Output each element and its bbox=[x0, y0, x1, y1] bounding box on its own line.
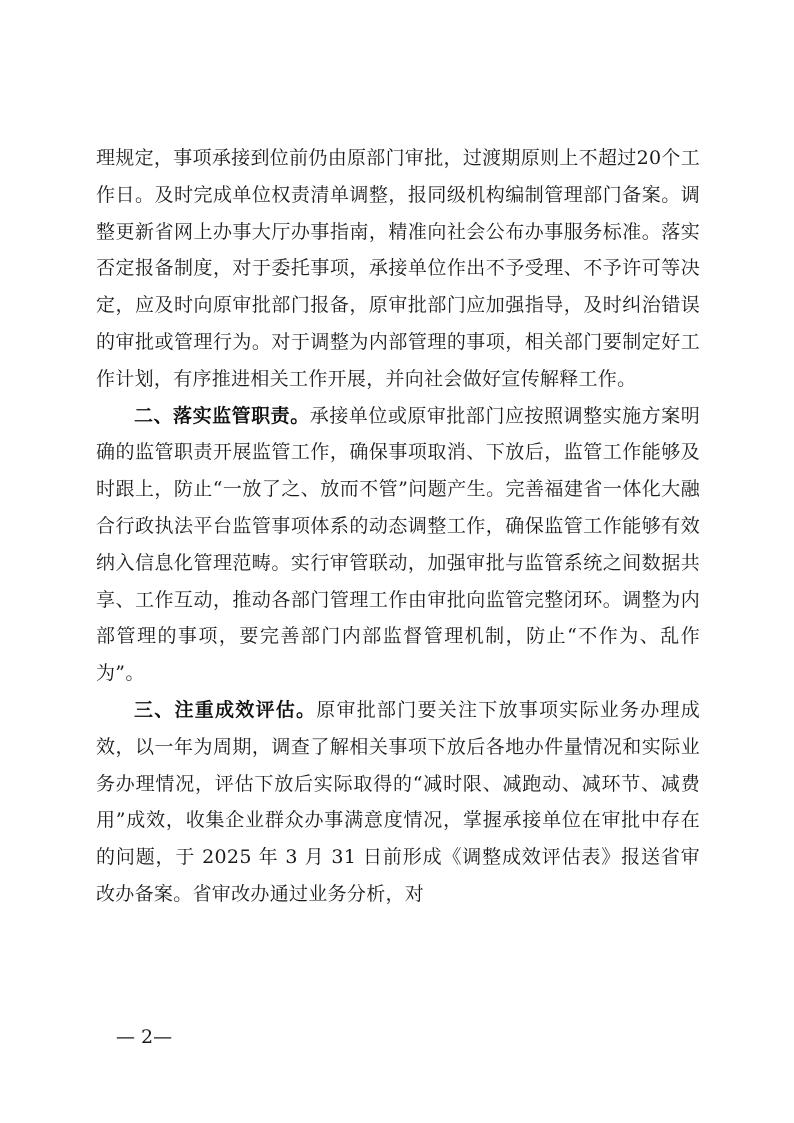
paragraph-continued: 理规定，事项承接到位前仍由原部门审批，过渡期原则上不超过20个工作日。及时完成单位权责清单调整，报同级机构编制管理部门备案。调整更新省网上办事大厅办事指南，精准向社会公布办事服务标准。落实否定报备制度，对于委托事项，承接单位作出不予受理、不予许可等决定，应及时向原审批部门报备，原审批部门应加强指导，及时纠治错误的审批或管理行为。对于调整为内部管理的事项，相关部门要制定好工作计划，有序推进相关工作开展，并向社会做好宣传解释工作。 bbox=[96, 147, 700, 390]
paragraph-section-3 bbox=[96, 692, 700, 913]
document-body bbox=[96, 140, 700, 913]
paragraph-section-2 bbox=[96, 398, 700, 692]
section-3-heading: 三、注重成效评估。 bbox=[134, 698, 317, 721]
page-number: — 2— bbox=[116, 1026, 173, 1048]
section-2-heading: 二、落实监管职责。 bbox=[134, 404, 310, 427]
section-3-text: 原审批部门要关注下放事项实际业务办理成效，以一年为周期，调查了解相关事项下放后各地办件量情况和实际业务办理情况，评估下放后实际取得的“减时限、减跑动、减环节、减费用”成效，收集企业群众办事满意度情况，掌握承接单位在审批中存在的问题，于 2025 年 3 月 31 日前形成《调整成效评估表》报送省审改办备案。省审改办通过业务分析，对 bbox=[96, 698, 700, 905]
section-2-text: 承接单位或原审批部门应按照调整实施方案明确的监管职责开展监管工作，确保事项取消、下放后，监管工作能够及时跟上，防止“一放了之、放而不管”问题产生。完善福建省一体化大融合行政执法平台监管事项体系的动态调整工作，确保监管工作能够有效纳入信息化管理范畴。实行审管联动，加强审批与监管系统之间数据共享、工作互动，推动各部门管理工作由审批向监管完整闭环。调整为内部管理的事项，要完善部门内部监督管理机制，防止“不作为、乱作为”。 bbox=[96, 404, 700, 685]
